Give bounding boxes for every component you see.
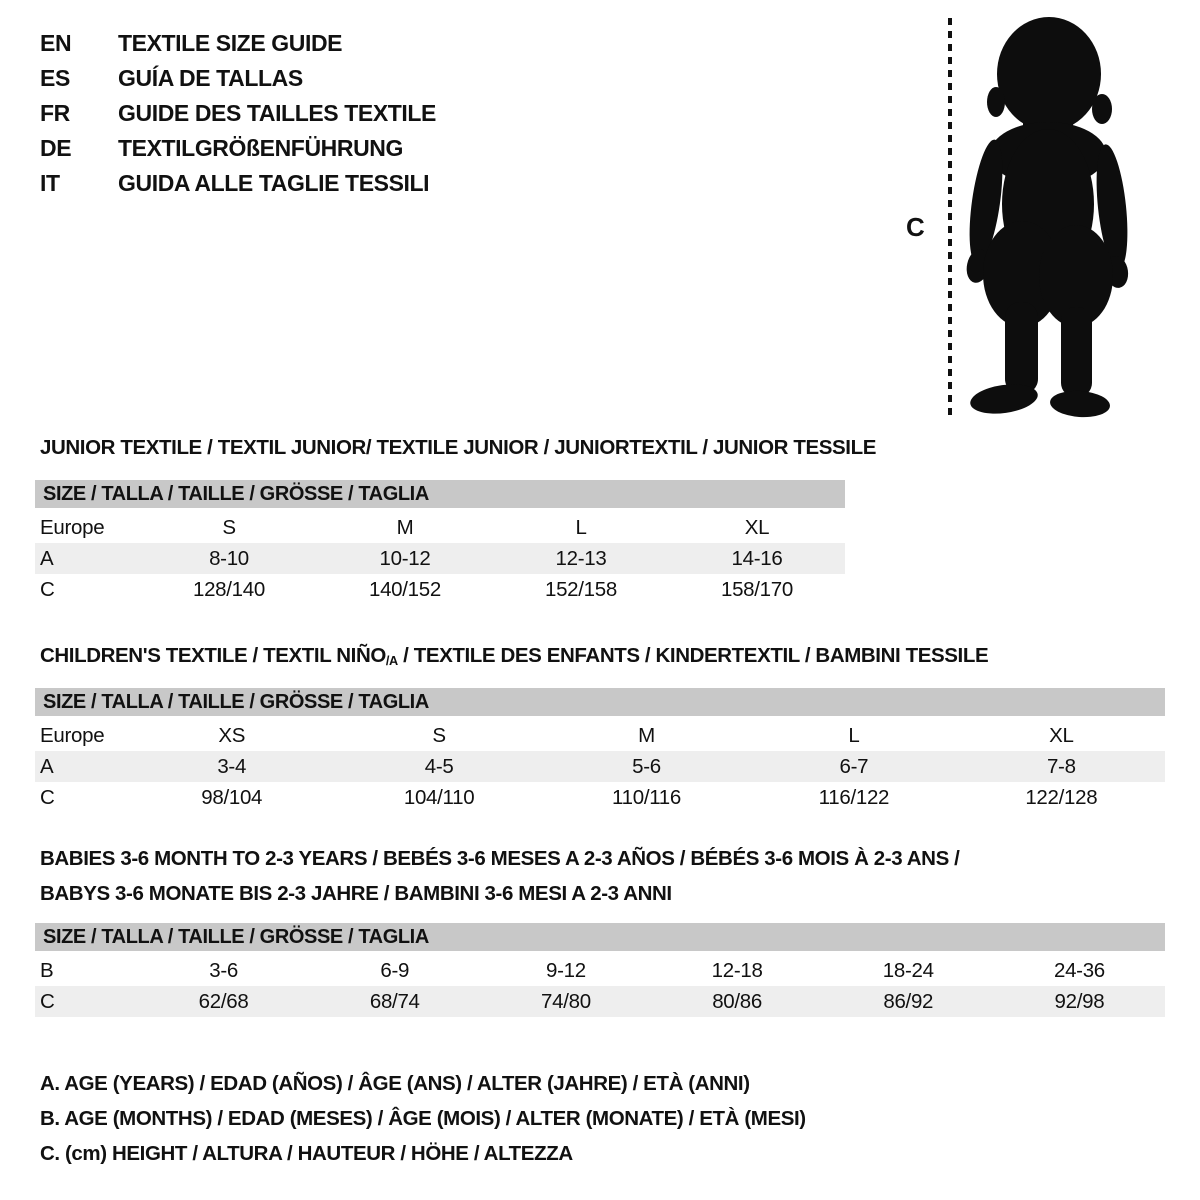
table-cell: M <box>638 723 655 747</box>
babies-size-table <box>35 923 1165 1017</box>
table-cell: XL <box>744 515 770 539</box>
junior-size-table <box>35 480 845 605</box>
table-cell: 116/122 <box>818 785 890 809</box>
legend-line-a: A. AGE (YEARS) / EDAD (AÑOS) / ÂGE (ANS) / ALTER (JAHRE) / ETÀ (ANNI) <box>40 1071 750 1095</box>
children-heading-sub: /A <box>385 652 398 668</box>
table-cell: 104/110 <box>403 785 475 809</box>
table-cell: 9-12 <box>546 958 586 982</box>
table-cell: 7-8 <box>1046 754 1076 778</box>
table-cell: 158/170 <box>720 577 793 601</box>
language-row <box>40 131 436 166</box>
row-label: B <box>40 958 54 982</box>
table-cell: 92/98 <box>1054 989 1105 1013</box>
height-measure-dashed-line <box>948 18 952 418</box>
table-cell: 6-9 <box>380 958 410 982</box>
language-title: GUIDA ALLE TAGLIE TESSILI <box>118 170 430 196</box>
table-cell: L <box>575 515 587 539</box>
language-row <box>40 61 436 96</box>
table-cell: 62/68 <box>198 989 249 1013</box>
children-size-table <box>35 688 1165 813</box>
table-row <box>35 543 845 574</box>
row-label: Europe <box>40 515 105 539</box>
table-cell: 18-24 <box>882 958 934 982</box>
table-cell: 74/80 <box>541 989 591 1013</box>
language-title: GUÍA DE TALLAS <box>118 65 303 91</box>
table-row <box>35 955 1165 986</box>
language-row <box>40 26 436 61</box>
language-code: EN <box>40 30 72 56</box>
size-table-header: SIZE / TALLA / TAILLE / GRÖSSE / TAGLIA <box>35 688 1165 716</box>
table-cell: 10-12 <box>379 546 431 570</box>
table-cell: S <box>432 723 446 747</box>
junior-section-heading: JUNIOR TEXTILE / TEXTIL JUNIOR/ TEXTILE JUNIOR / JUNIORTEXTIL / JUNIOR TESSILE <box>40 436 876 459</box>
size-table-header: SIZE / TALLA / TAILLE / GRÖSSE / TAGLIA <box>35 923 1165 951</box>
table-row <box>35 574 845 605</box>
table-cell: 3-6 <box>209 958 238 982</box>
table-row <box>35 751 1165 782</box>
table-row <box>35 986 1165 1017</box>
language-title-list <box>40 26 436 201</box>
baby-silhouette-icon <box>963 14 1145 420</box>
language-row <box>40 96 436 131</box>
table-cell: M <box>396 515 414 539</box>
babies-section-heading <box>40 841 959 911</box>
table-cell: 5-6 <box>632 754 661 778</box>
language-code: FR <box>40 100 70 126</box>
row-label: A <box>40 754 54 778</box>
row-label: Europe <box>40 723 105 747</box>
babies-heading-line1: BABIES 3-6 MONTH TO 2-3 YEARS / BEBÉS 3-6 MESES A 2-3 AÑOS / BÉBÉS 3-6 MOIS À 2-3 ANS / <box>40 847 960 870</box>
table-row <box>35 720 1165 751</box>
measure-label-c: C <box>906 212 925 242</box>
language-code: DE <box>40 135 72 161</box>
table-cell: 152/158 <box>544 577 617 601</box>
table-cell: 6-7 <box>839 754 869 778</box>
table-cell: 8-10 <box>209 546 249 570</box>
table-cell: S <box>222 515 236 539</box>
language-title: TEXTILGRÖßENFÜHRUNG <box>118 135 403 161</box>
table-row <box>35 512 845 543</box>
row-label: C <box>40 785 55 809</box>
row-label: C <box>40 577 55 601</box>
babies-heading-line2: BABYS 3-6 MONATE BIS 2-3 JAHRE / BAMBINI 3-6 MESI A 2-3 ANNI <box>40 882 672 905</box>
size-table-header: SIZE / TALLA / TAILLE / GRÖSSE / TAGLIA <box>35 480 845 508</box>
row-label: A <box>40 546 54 570</box>
language-title: TEXTILE SIZE GUIDE <box>118 30 343 56</box>
children-section-heading <box>40 644 988 668</box>
table-cell: L <box>848 723 860 747</box>
table-cell: 4-5 <box>424 754 454 778</box>
table-cell: 110/116 <box>612 785 681 809</box>
language-row <box>40 166 436 201</box>
table-cell: 3-4 <box>217 754 247 778</box>
table-cell: 98/104 <box>201 785 263 809</box>
table-cell: 12-13 <box>555 546 607 570</box>
legend-line-b: B. AGE (MONTHS) / EDAD (MESES) / ÂGE (MOIS) / ALTER (MONATE) / ETÀ (MESI) <box>40 1106 806 1130</box>
language-code: IT <box>40 170 60 196</box>
children-heading-part1: CHILDREN'S TEXTILE / TEXTIL NIÑO <box>40 644 386 667</box>
table-cell: 140/152 <box>368 577 441 601</box>
table-cell: 128/140 <box>192 577 265 601</box>
table-cell: XS <box>218 723 246 747</box>
children-heading-part2: / TEXTILE DES ENFANTS / KINDERTEXTIL / BAMBINI TESSILE <box>397 644 989 667</box>
table-cell: 86/92 <box>883 989 934 1013</box>
legend-line-c: C. (cm) HEIGHT / ALTURA / HAUTEUR / HÖHE / ALTEZZA <box>40 1141 573 1165</box>
table-cell: 12-18 <box>711 958 763 982</box>
language-title: GUIDE DES TAILLES TEXTILE <box>118 100 436 126</box>
table-cell: 14-16 <box>731 546 783 570</box>
table-cell: 24-36 <box>1053 958 1105 982</box>
table-cell: 80/86 <box>712 989 762 1013</box>
table-cell: XL <box>1049 723 1074 747</box>
legend <box>40 1066 806 1171</box>
table-cell: 68/74 <box>369 989 420 1013</box>
table-row <box>35 782 1165 813</box>
table-cell: 122/128 <box>1025 785 1098 809</box>
row-label: C <box>40 989 55 1013</box>
language-code: ES <box>40 65 70 91</box>
